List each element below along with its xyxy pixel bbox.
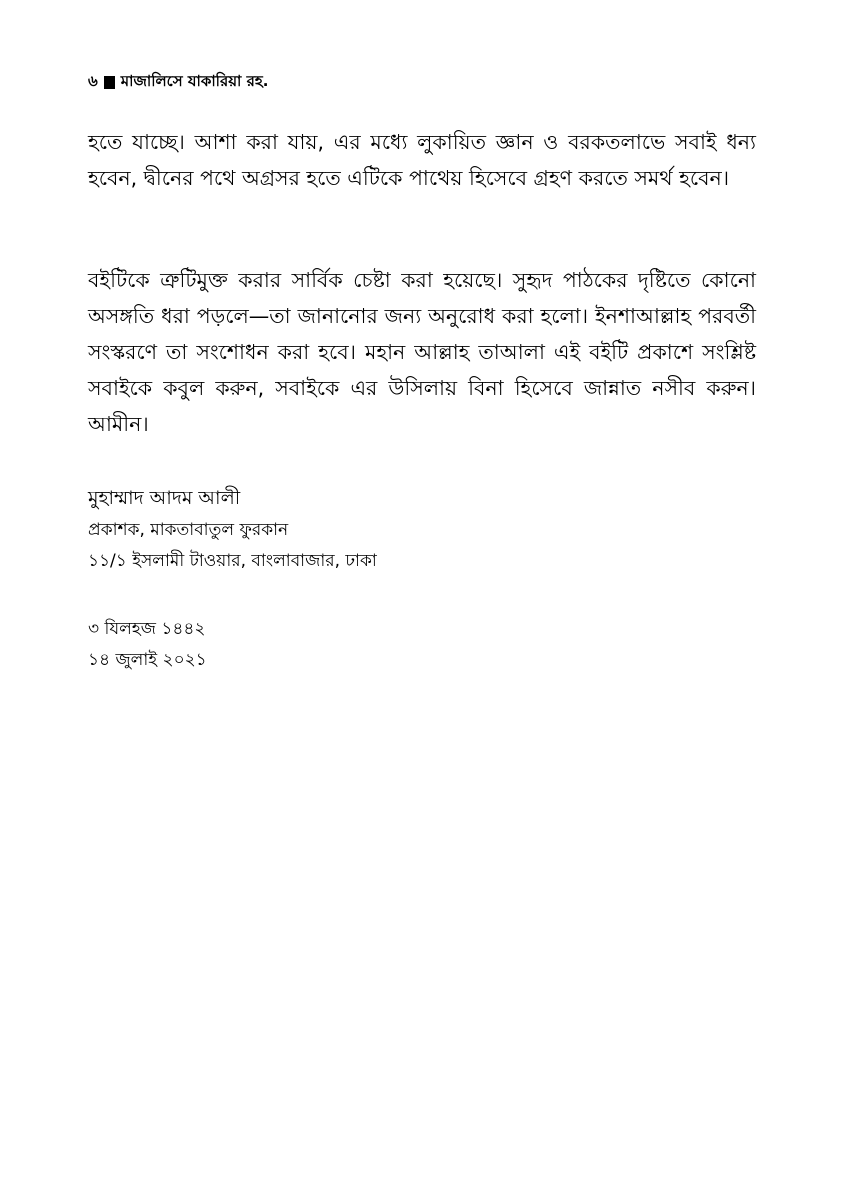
gregorian-date: ১৪ জুলাই ২০২১ [88,650,207,670]
publisher-role: প্রকাশক, মাকতাবাতুল ফুরকান [88,520,289,540]
date-block [88,614,207,676]
publisher-address: ১১/১ ইসলামী টাওয়ার, বাংলাবাজার, ঢাকা [88,551,377,571]
book-title: মাজালিসে যাকারিয়া রহ. [120,72,269,90]
publisher-name: মুহাম্মাদ আদম আলী [88,487,241,509]
signature-block [88,483,377,577]
separator-square-icon [104,76,115,89]
running-header [88,70,268,95]
hijri-date: ৩ যিলহজ ১৪৪২ [88,619,206,639]
page-number: ৬ [88,72,98,90]
paragraph-2: বইটিকে ত্রুটিমুক্ত করার সার্বিক চেষ্টা করা হয়েছে। সুহৃদ পাঠকের দৃষ্টিতে কোনো অসঙ্গতি ধরা পড়লে—তা জানানোর জন্য অনুরোধ করা হলো। ইনশাআল্লাহ পরবর্তী সংস্করণে তা সংশোধন করা হবে। মহান আল্লাহ তাআলা এই বইটি প্রকাশে সংশ্লিষ্ট সবাইকে কবুল করুন, সবাইকে এর উসিলায় বিনা হিসেবে জান্নাত নসীব করুন। আমীন। [88,268,756,436]
paragraph-1: হতে যাচ্ছে। আশা করা যায়, এর মধ্যে লুকায়িত জ্ঞান ও বরকতলাভে সবাই ধন্য হবেন, দ্বীনের পথে অগ্রসর হতে এটিকে পাথেয় হিসেবে গ্রহণ করতে সমর্থ হবেন। [88,130,756,190]
